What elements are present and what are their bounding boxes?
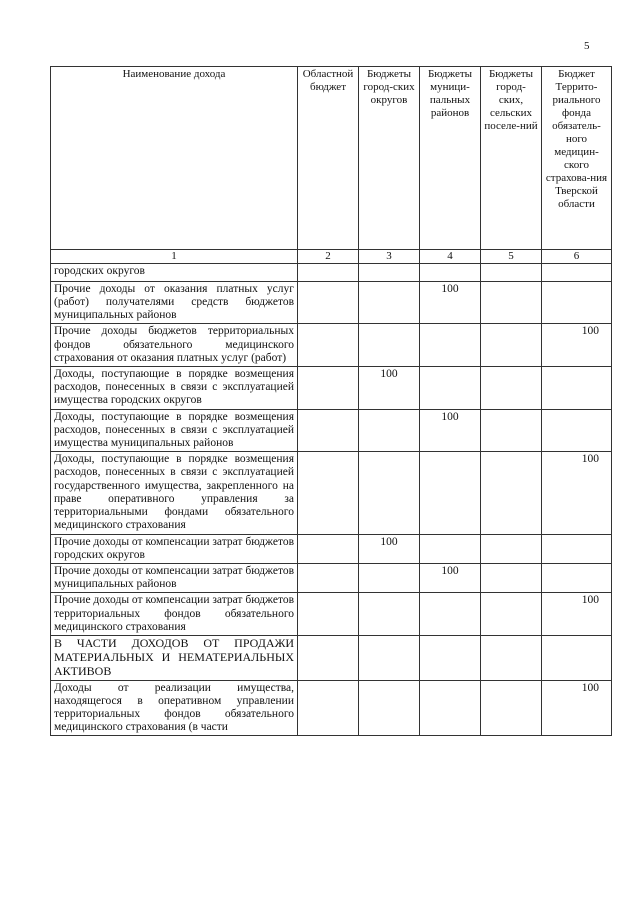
column-number: 4 xyxy=(420,250,481,264)
value-cell xyxy=(420,680,481,736)
section-title: В ЧАСТИ ДОХОДОВ ОТ ПРОДАЖИ МАТЕРИАЛЬНЫХ И НЕМАТЕРИАЛЬНЫХ АКТИВОВ xyxy=(51,636,298,680)
value-cell xyxy=(359,452,420,534)
header-municipal-districts: Бюджеты муници-пальных районов xyxy=(420,67,481,250)
value-cell xyxy=(481,636,542,680)
value-cell xyxy=(481,534,542,563)
value-cell xyxy=(481,593,542,636)
value-cell xyxy=(542,263,612,281)
value-cell xyxy=(420,593,481,636)
value-cell: 100 xyxy=(420,409,481,452)
page-number: 5 xyxy=(584,40,590,52)
value-cell xyxy=(420,534,481,563)
value-cell xyxy=(359,636,420,680)
revenue-name: Доходы, поступающие в порядке возмещения расходов, понесенных в связи с эксплуатацией имущества городских округов xyxy=(51,366,298,409)
value-cell xyxy=(359,680,420,736)
value-cell xyxy=(298,680,359,736)
value-cell xyxy=(420,324,481,367)
value-cell xyxy=(298,263,359,281)
table-row xyxy=(51,564,612,593)
column-number: 2 xyxy=(298,250,359,264)
table-row xyxy=(51,366,612,409)
column-number: 6 xyxy=(542,250,612,264)
table-row xyxy=(51,324,612,367)
value-cell xyxy=(481,366,542,409)
value-cell xyxy=(359,564,420,593)
value-cell xyxy=(298,324,359,367)
value-cell xyxy=(298,366,359,409)
value-cell xyxy=(359,281,420,324)
value-cell xyxy=(298,281,359,324)
value-cell: 100 xyxy=(542,324,612,367)
revenue-name: Доходы, поступающие в порядке возмещения расходов, понесенных в связи с эксплуатацией имущества муниципальных районов xyxy=(51,409,298,452)
value-cell: 100 xyxy=(420,564,481,593)
value-cell xyxy=(542,564,612,593)
table-row xyxy=(51,593,612,636)
value-cell xyxy=(359,263,420,281)
table-row xyxy=(51,680,612,736)
value-cell xyxy=(359,593,420,636)
value-cell xyxy=(420,452,481,534)
value-cell xyxy=(298,564,359,593)
header-medical-insurance-fund: Бюджет Террито-риального фонда обязатель-ного медицин-ского страхова-ния Тверской области xyxy=(542,67,612,250)
value-cell xyxy=(298,534,359,563)
header-row xyxy=(51,67,612,250)
value-cell xyxy=(359,409,420,452)
value-cell xyxy=(298,593,359,636)
header-city-districts: Бюджеты город-ских округов xyxy=(359,67,420,250)
revenue-name: городских округов xyxy=(51,263,298,281)
value-cell xyxy=(542,636,612,680)
value-cell xyxy=(481,263,542,281)
section-row xyxy=(51,636,612,680)
value-cell: 100 xyxy=(359,366,420,409)
value-cell xyxy=(298,636,359,680)
value-cell xyxy=(420,636,481,680)
value-cell xyxy=(481,680,542,736)
header-revenue-name: Наименование дохода xyxy=(51,67,298,250)
value-cell xyxy=(420,366,481,409)
header-settlements: Бюджеты город-ских, сельских поселе-ний xyxy=(481,67,542,250)
table-row xyxy=(51,263,612,281)
column-number: 5 xyxy=(481,250,542,264)
value-cell: 100 xyxy=(542,680,612,736)
revenue-name: Доходы, поступающие в порядке возмещения расходов, понесенных в связи с эксплуатацией государственного имущества, закрепленного на праве оперативного управления за территориальными фондами обязательного медицинского страхования xyxy=(51,452,298,534)
table-row xyxy=(51,452,612,534)
column-number: 3 xyxy=(359,250,420,264)
value-cell: 100 xyxy=(542,452,612,534)
header-regional-budget: Областной бюджет xyxy=(298,67,359,250)
value-cell: 100 xyxy=(542,593,612,636)
value-cell xyxy=(542,409,612,452)
revenue-name: Прочие доходы бюджетов территориальных фондов обязательного медицинского страхования от оказания платных услуг (работ) xyxy=(51,324,298,367)
table-row xyxy=(51,281,612,324)
value-cell xyxy=(542,281,612,324)
value-cell xyxy=(542,366,612,409)
value-cell xyxy=(359,324,420,367)
value-cell xyxy=(481,452,542,534)
column-number: 1 xyxy=(51,250,298,264)
value-cell xyxy=(298,452,359,534)
revenue-distribution-table xyxy=(50,66,612,736)
value-cell xyxy=(298,409,359,452)
revenue-name: Прочие доходы от компенсации затрат бюджетов городских округов xyxy=(51,534,298,563)
value-cell: 100 xyxy=(420,281,481,324)
value-cell xyxy=(420,263,481,281)
table-row xyxy=(51,409,612,452)
value-cell: 100 xyxy=(359,534,420,563)
revenue-name: Прочие доходы от оказания платных услуг (работ) получателями средств бюджетов муниципальных районов xyxy=(51,281,298,324)
table-row xyxy=(51,534,612,563)
value-cell xyxy=(481,564,542,593)
revenue-name: Доходы от реализации имущества, находящегося в оперативном управлении территориальных фондов обязательного медицинского страхования (в части xyxy=(51,680,298,736)
value-cell xyxy=(481,281,542,324)
value-cell xyxy=(481,324,542,367)
value-cell xyxy=(481,409,542,452)
value-cell xyxy=(542,534,612,563)
column-number-row xyxy=(51,250,612,264)
revenue-name: Прочие доходы от компенсации затрат бюджетов территориальных фондов обязательного медицинского страхования xyxy=(51,593,298,636)
revenue-name: Прочие доходы от компенсации затрат бюджетов муниципальных районов xyxy=(51,564,298,593)
